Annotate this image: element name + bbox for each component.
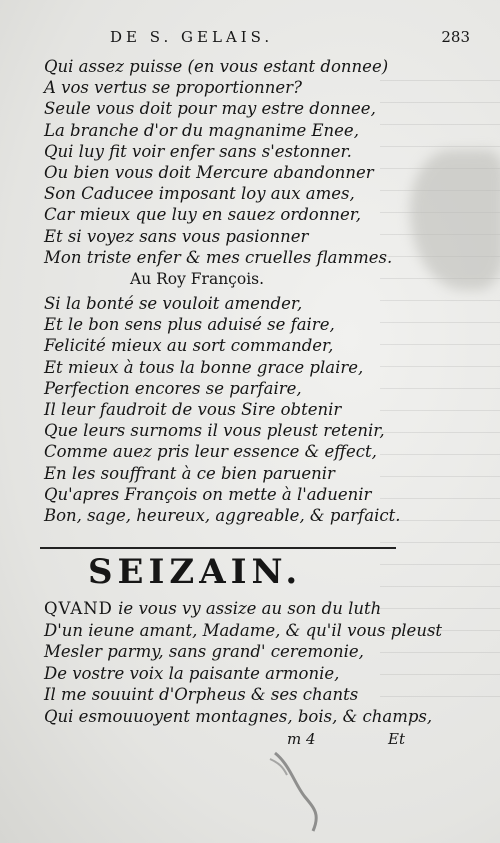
verse-line: Si la bonté se vouloit amender, xyxy=(44,294,303,313)
verse-line: La branche d'or du magnanime Enee, xyxy=(44,120,359,140)
verse-text: De vostre voix la paisante armonie, xyxy=(44,663,340,683)
verse-line: Son Caducee imposant loy aux ames, xyxy=(44,184,355,204)
poem-b xyxy=(44,293,444,526)
verse-line: Et mieux à tous la bonne grace plaire, xyxy=(44,357,364,377)
verse-line: Perfection encores se parfaire, xyxy=(44,378,302,398)
poem-a xyxy=(44,56,444,268)
verse-line: Qu'apres François on mette à l'aduenir xyxy=(44,484,372,504)
verse-line: Qui assez puisse (en vous estant donnee) xyxy=(44,57,389,76)
verse-line: Que leurs surnoms il vous pleust retenir, xyxy=(44,421,385,441)
verse-line: Bon, sage, heureux, aggreable, & parfaict. xyxy=(44,506,401,526)
verse-line: Comme auez pris leur essence & effect, xyxy=(44,442,377,462)
verse-line: Seule vous doit pour may estre donnee, xyxy=(44,99,376,119)
verse-line: Car mieux que luy en sauez ordonner, xyxy=(44,205,362,225)
verse-line xyxy=(44,598,444,620)
verse-line: Il leur faudroit de vous Sire obtenir xyxy=(44,400,342,420)
page-header xyxy=(40,28,470,50)
verse-line: Ou bien vous doit Mercure abandonner xyxy=(44,163,374,183)
verse-line: Et le bon sens plus aduisé se faire, xyxy=(44,315,335,335)
section-divider xyxy=(40,547,396,549)
verse-line: Mon triste enfer & mes cruelles flammes. xyxy=(44,247,393,267)
verse-line xyxy=(44,684,444,706)
page-number: 283 xyxy=(441,28,470,46)
poem-c xyxy=(44,598,444,727)
verse-text: ie vous vy assize au son du luth xyxy=(112,599,382,618)
running-head: DE S. GELAIS. xyxy=(110,28,274,46)
verse-line: Et si voyez sans vous pasionner xyxy=(44,226,309,246)
signature-mark: m 4 xyxy=(287,730,316,748)
verse-line xyxy=(44,620,444,642)
verse-text: D'un ieune amant, Madame, & qu'il vous pleust xyxy=(44,620,443,640)
verse-line: Felicité mieux au sort commander, xyxy=(44,336,334,356)
section-title: SEIZAIN. xyxy=(88,552,303,592)
verse-line: Qui luy fit voir enfer sans s'estonner. xyxy=(44,141,352,161)
ink-smudge xyxy=(265,745,335,835)
verse-line: En les souffrant à ce bien paruenir xyxy=(44,463,335,483)
verse-text: Mesler parmy, sans grand' ceremonie, xyxy=(44,642,364,661)
verse-text: Qui esmouuoyent montagnes, bois, & champs, xyxy=(44,706,433,726)
verse-line xyxy=(44,663,444,685)
catchword: Et xyxy=(388,730,405,748)
verse-line: A vos vertus se proportionner? xyxy=(44,78,302,98)
verse-lead: QVAND xyxy=(44,599,113,618)
verse-line xyxy=(44,706,444,728)
verse-line xyxy=(44,641,444,663)
section-heading: Au Roy François. xyxy=(130,270,265,288)
verse-text: Il me souuint d'Orpheus & ses chants xyxy=(44,685,359,704)
